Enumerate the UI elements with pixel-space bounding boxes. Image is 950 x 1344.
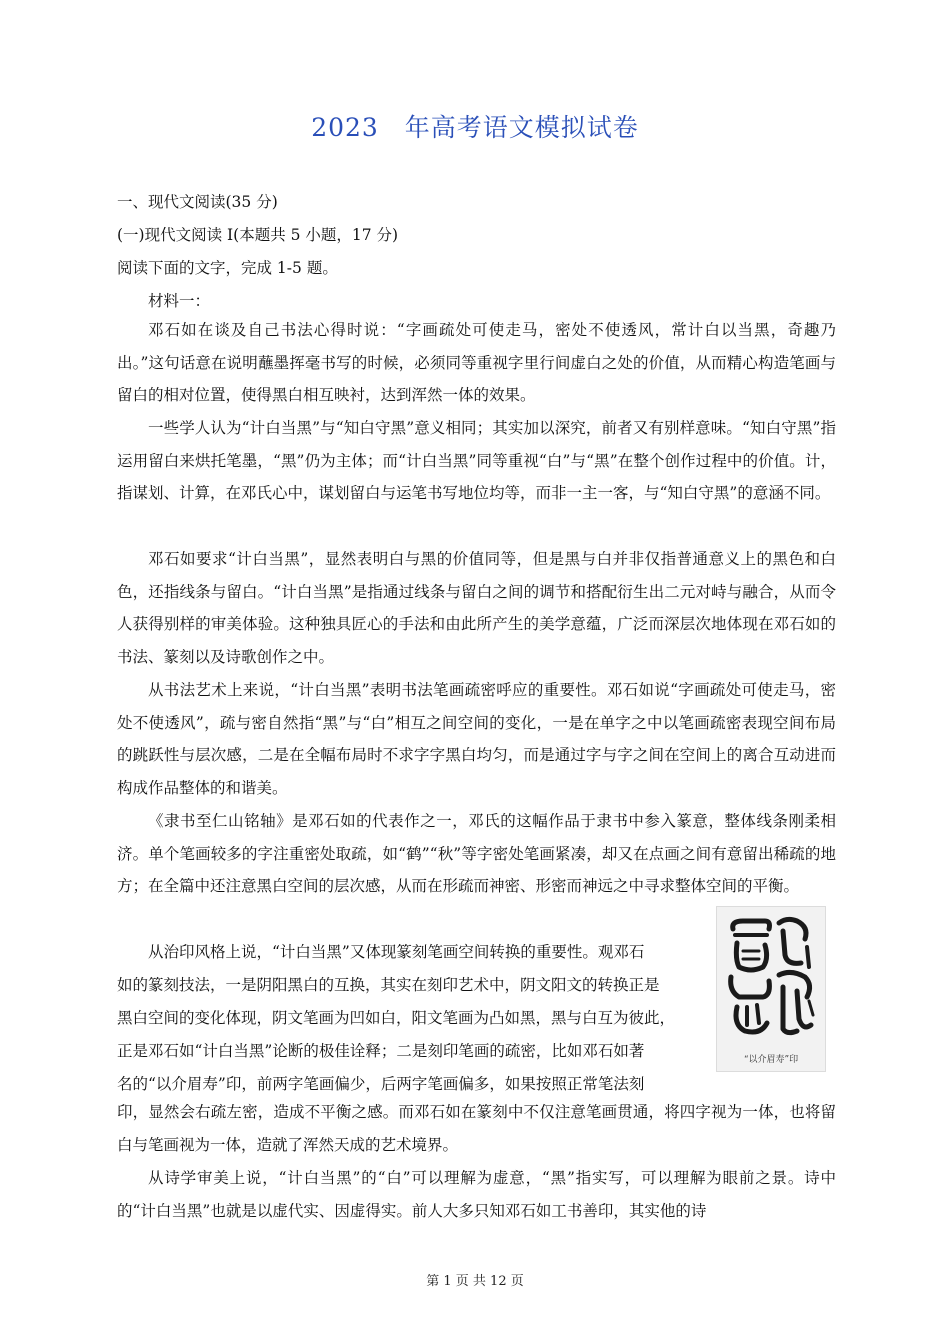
seal-paragraph-line: 从治印风格上说，“计白当黑”又体现篆刻笔画空间转换的重要性。观邓石 [148,943,645,961]
subsection-heading: (一)现代文阅读 I(本题共 5 小题，17 分) [117,226,399,244]
document-title: 2023 年高考语文模拟试卷 [311,113,639,142]
material-label: 材料一： [148,292,211,310]
page-footer: 第 1 页 共 12 页 [426,1274,524,1289]
paragraph-4: 从书法艺术上来说，“计白当黑”表明书法笔画疏密呼应的重要性。邓石如说“字画疏处可使走马，密处不使透风”，疏与密自然指“黑”与“白”相互之间空间的变化，一是在单字之中以笔画疏密表现空间布局的跳跃性与层次感，二是在全幅布局时不求字字黑白均匀，而是通过字与字之间在空间上的离合互动进而构成作品整体的和谐美。 [117,681,836,797]
seal-image-caption: “以介眉寿”印 [743,1055,799,1065]
seal-paragraph-continuation: 印，显然会右疏左密，造成不平衡之感。而邓石如在篆刻中不仅注意笔画贯通，将四字视为一体，也将留白与笔画视为一体，造就了浑然天成的艺术境界。 [117,1103,836,1154]
reading-instruction: 阅读下面的文字，完成 1-5 题。 [117,259,338,277]
section-heading: 一、现代文阅读(35 分) [117,193,278,211]
seal-paragraph-line: 正是邓石如“计白当黑”论断的极佳诠释；二是刻印笔画的疏密，比如邓石如著 [117,1042,645,1060]
paragraph-5: 《隶书至仁山铭轴》是邓石如的代表作之一，邓氏的这幅作品于隶书中参入篆意，整体线条刚柔相济。单个笔画较多的字注重密处取疏，如“鹤”“秋”等字密处笔画紧凑，却又在点画之间有意留出稀疏的地方；在全篇中还注意黑白空间的层次感，从而在形疏而神密、形密而神远之中寻求整体空间的平衡。 [117,812,836,895]
seal-paragraph-line: 名的“以介眉寿”印，前两字笔画偏少，后两字笔画偏多，如果按照正常笔法刻 [117,1075,645,1093]
seal-image [716,906,826,1072]
seal-paragraph-line: 如的篆刻技法，一是阴阳黑白的互换，其实在刻印艺术中，阴文阳文的转换正是 [117,976,660,994]
poetry-paragraph: 从诗学审美上说，“计白当黑”的“白”可以理解为虚意，“黑”指实写，可以理解为眼前之景。诗中的“计白当黑”也就是以虚代实、因虚得实。前人大多只知邓石如工书善印，其实他的诗 [117,1169,836,1220]
paragraph-2: 一些学人认为“计白当黑”与“知白守黑”意义相同；其实加以深究，前者又有别样意味。“知白守黑”指运用留白来烘托笔墨，“黑”仍为主体；而“计白当黑”同等重视“白”与“黑”在整个创作过程中的价值。计，指谋划、计算，在邓氏心中，谋划留白与运笔书写地位均等，而非一主一客，与“知白守黑”的意涵不同。 [117,419,836,502]
paragraph-1: 邓石如在谈及自己书法心得时说：“字画疏处可使走马，密处不使透风，常计白以当黑，奇趣乃出。”这句话意在说明蘸墨挥毫书写的时候，必须同等重视字里行间虚白之处的价值，从而精心构造笔画与留白的相对位置，使得黑白相互映衬，达到浑然一体的效果。 [117,321,836,404]
paragraph-3: 邓石如要求“计白当黑”，显然表明白与黑的价值同等，但是黑与白并非仅指普通意义上的黑色和白色，还指线条与留白。“计白当黑”是指通过线条与留白之间的调节和搭配衍生出二元对峙与融合，从而令人获得别样的审美体验。这种独具匠心的手法和由此所产生的美学意蕴，广泛而深层次地体现在邓石如的书法、篆刻以及诗歌创作之中。 [117,550,836,666]
seal-stamp-graphic [717,907,825,1047]
seal-paragraph-line: 黑白空间的变化体现，阴文笔画为凹如白，阳文笔画为凸如黑，黑与白互为彼此， [117,1009,676,1027]
